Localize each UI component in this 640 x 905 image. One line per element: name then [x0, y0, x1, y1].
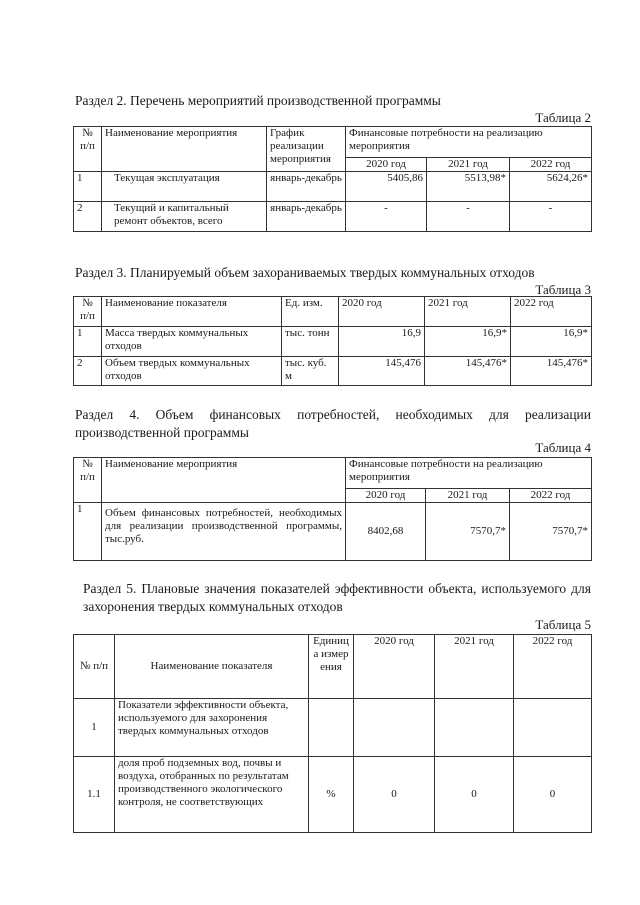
t5-header-year-2020: 2020 год — [354, 635, 435, 699]
table-row — [74, 357, 592, 386]
t2-header-schedule: График реализации мероприятия — [267, 127, 346, 172]
t3-row2-v2021: 145,476* — [425, 357, 511, 386]
t4-header-year-2020: 2020 год — [346, 489, 426, 503]
table-3 — [73, 296, 592, 386]
t2-header-finance: Финансовые потребности на реализацию мероприятия — [346, 127, 592, 158]
t2-row1-num: 1 — [74, 172, 102, 202]
t5-row1-v2020 — [354, 699, 435, 757]
t4-header-name: Наименование мероприятия — [102, 458, 346, 503]
t4-row1-v2021: 7570,7* — [426, 503, 510, 561]
t2-row1-schedule: январь-декабрь — [267, 172, 346, 202]
t2-row2-v2021: - — [427, 202, 510, 232]
t4-header-year-2022: 2022 год — [510, 489, 592, 503]
t5-row2-v2022: 0 — [514, 757, 592, 833]
t5-row2-name: доля проб подземных вод, почвы и воздуха, отобранных по результатам производственного экологического контроля, не соответствующих — [115, 757, 309, 833]
t3-row2-num: 2 — [74, 357, 102, 386]
table-3-caption: Таблица 3 — [535, 282, 591, 297]
t3-header-num: № п/п — [74, 297, 102, 327]
table-5 — [73, 634, 592, 833]
t2-header-year-2022: 2022 год — [510, 158, 592, 172]
table-row — [74, 757, 592, 833]
t3-row1-name: Масса твердых коммунальных отходов — [102, 327, 282, 357]
t5-header-name: Наименование показателя — [115, 635, 309, 699]
t2-row1-name: Текущая эксплуатация — [102, 172, 267, 202]
t5-header-year-2021: 2021 год — [435, 635, 514, 699]
t2-row2-schedule: январь-декабрь — [267, 202, 346, 232]
table-row — [74, 503, 592, 561]
t5-row1-name: Показатели эффективности объекта, используемого для захоронения твердых коммунальных отходов — [115, 699, 309, 757]
t3-row1-v2021: 16,9* — [425, 327, 511, 357]
section-5-title: Раздел 5. Плановые значения показателей эффективности объекта, используемого для захоронения твердых коммунальных отходов — [83, 581, 591, 614]
t3-row2-unit: тыс. куб. м — [282, 357, 339, 386]
t5-row1-num: 1 — [74, 699, 115, 757]
table-4-caption: Таблица 4 — [535, 440, 591, 455]
t4-row1-v2020: 8402,68 — [346, 503, 426, 561]
t5-row2-v2021: 0 — [435, 757, 514, 833]
table-2 — [73, 126, 592, 232]
t5-row2-num: 1.1 — [74, 757, 115, 833]
t4-header-num: № п/п — [74, 458, 102, 503]
t3-row2-v2020: 145,476 — [339, 357, 425, 386]
t5-row2-unit: % — [309, 757, 354, 833]
t2-row1-v2021: 5513,98* — [427, 172, 510, 202]
t2-header-year-2021: 2021 год — [427, 158, 510, 172]
t2-row2-num: 2 — [74, 202, 102, 232]
section-2-title: Раздел 2. Перечень мероприятий производственной программы — [75, 93, 441, 108]
t4-row1-num: 1 — [74, 503, 102, 561]
t3-row2-v2022: 145,476* — [511, 357, 592, 386]
t2-header-year-2020: 2020 год — [346, 158, 427, 172]
t2-row2-name: Текущий и капитальный ремонт объектов, всего — [102, 202, 267, 232]
t2-row2-v2020: - — [346, 202, 427, 232]
t4-header-year-2021: 2021 год — [426, 489, 510, 503]
t3-header-name: Наименование показателя — [102, 297, 282, 327]
t3-header-year-2022: 2022 год — [511, 297, 592, 327]
table-4 — [73, 457, 592, 561]
t2-header-num: № п/п — [74, 127, 102, 172]
t3-row2-name: Объем твердых коммунальных отходов — [102, 357, 282, 386]
t5-row1-v2022 — [514, 699, 592, 757]
t3-row1-v2022: 16,9* — [511, 327, 592, 357]
t3-header-year-2021: 2021 год — [425, 297, 511, 327]
table-2-caption: Таблица 2 — [535, 110, 591, 125]
t5-row1-v2021 — [435, 699, 514, 757]
t2-row1-v2020: 5405,86 — [346, 172, 427, 202]
table-5-caption: Таблица 5 — [535, 617, 591, 632]
t4-header-finance: Финансовые потребности на реализацию мероприятия — [346, 458, 592, 489]
t3-header-unit: Ед. изм. — [282, 297, 339, 327]
t4-row1-v2022: 7570,7* — [510, 503, 592, 561]
table-row — [74, 699, 592, 757]
section-3-title: Раздел 3. Планируемый объем захораниваемых твердых коммунальных отходов — [75, 265, 535, 280]
table-row — [74, 327, 592, 357]
table-row — [74, 172, 592, 202]
t5-header-year-2022: 2022 год — [514, 635, 592, 699]
section-4-title: Раздел 4. Объем финансовых потребностей, необходимых для реализации производственной программы — [75, 407, 591, 440]
table-row — [74, 202, 592, 232]
t2-row2-v2022: - — [510, 202, 592, 232]
t5-row1-unit — [309, 699, 354, 757]
t3-row1-unit: тыс. тонн — [282, 327, 339, 357]
t5-header-num: № п/п — [74, 635, 115, 699]
t5-row2-v2020: 0 — [354, 757, 435, 833]
t2-row1-v2022: 5624,26* — [510, 172, 592, 202]
t4-row1-name: Объем финансовых потребностей, необходимых для реализации производственной программы, тыс.руб. — [102, 503, 346, 561]
t3-header-year-2020: 2020 год — [339, 297, 425, 327]
t2-header-name: Наименование мероприятия — [102, 127, 267, 172]
t3-row1-num: 1 — [74, 327, 102, 357]
t5-header-unit: Единица измерения — [309, 635, 354, 699]
t3-row1-v2020: 16,9 — [339, 327, 425, 357]
